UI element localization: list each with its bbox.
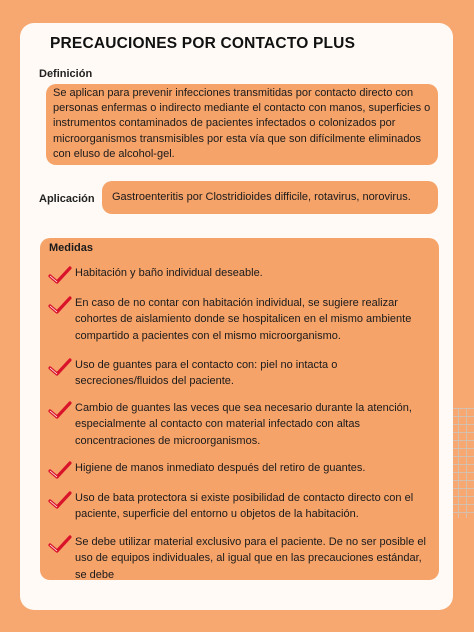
check-mark-icon (48, 266, 72, 284)
application-text: Gastroenteritis por Clostridioides difficile, rotavirus, norovirus. (112, 191, 411, 203)
application-box (102, 181, 438, 214)
page-title: PRECAUCIONES POR CONTACTO PLUS (50, 35, 356, 52)
check-mark-icon (48, 358, 72, 376)
measure-text: Se debe utilizar material exclusivo para el paciente. De no ser posible el uso de equipos individuales, al igual que en las precauciones estándar, se debe (75, 536, 426, 581)
measure-text: Cambio de guantes las veces que sea necesario durante la atención, especialmente al contacto con material infectado con altas concentraciones de microorganismos. (75, 402, 412, 447)
measure-text: Uso de bata protectora si existe posibilidad de contacto directo con el paciente, superficie del entorno u objetos de la habitación. (75, 492, 414, 521)
definition-box (46, 84, 438, 165)
measure-text: Higiene de manos inmediato después del retiro de guantes. (75, 462, 366, 474)
measures-label: Medidas (49, 242, 94, 254)
definition-text: Se aplican para prevenir infecciones transmitidas por contacto directo con personas enfermas o indirecto mediante el contacto con manos, superficies o instrumentos contaminados de pacientes infectados o colonizados por microorganismos transmisibles por esta vía que son difícilmente eliminados con eluso de alcohol-gel. (53, 87, 431, 160)
check-mark-icon (48, 461, 72, 479)
check-mark-icon (48, 491, 72, 509)
check-mark-icon (48, 296, 72, 314)
measure-text: En caso de no contar con habitación individual, se sugiere realizar cohortes de aislamiento donde se hospitalicen en el mismo ambiente compartido a pacientes con el mismo microorganismo. (75, 297, 412, 342)
definition-label: Definición (39, 68, 93, 80)
measure-text: Uso de guantes para el contacto con: piel no intacta o secreciones/fluidos del paciente. (75, 359, 338, 388)
application-label: Aplicación (39, 193, 95, 205)
measures-box (40, 238, 439, 580)
measure-text: Habitación y baño individual deseable. (75, 267, 263, 279)
check-mark-icon (48, 401, 72, 419)
check-mark-icon (48, 535, 72, 553)
